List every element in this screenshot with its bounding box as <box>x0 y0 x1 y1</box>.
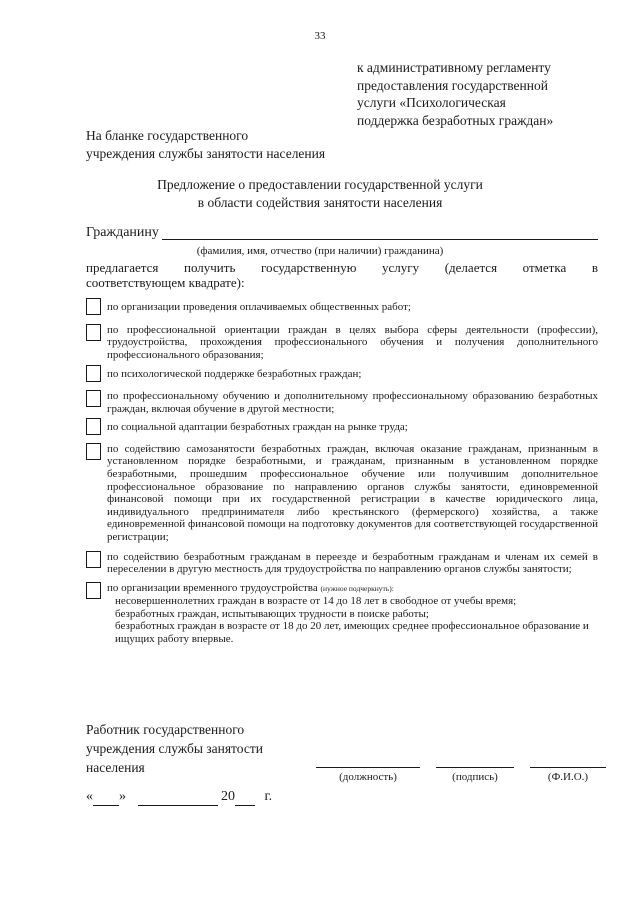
option-label: по организации проведения оплачиваемых общественных работ; <box>107 301 411 313</box>
regulation-line: к административному регламенту <box>357 60 551 75</box>
checkbox[interactable] <box>86 418 101 435</box>
month-field[interactable] <box>138 789 218 806</box>
checkbox[interactable] <box>86 365 101 382</box>
year-suffix: г. <box>264 789 273 804</box>
checkbox[interactable] <box>86 390 101 407</box>
regulation-line: услуги «Психологическая <box>357 95 506 110</box>
option-psychological-support <box>86 368 598 381</box>
option-career-guidance <box>86 324 598 362</box>
checkbox[interactable] <box>86 324 101 341</box>
sub-option-young-graduates[interactable]: безработных граждан в возрасте от 18 до 20 лет, имеющих среднее профессиональное образование и ищущих работу впервые. <box>115 620 589 646</box>
document-title <box>0 176 640 212</box>
letterhead-line: учреждения службы занятости населения <box>86 146 326 161</box>
title-line: Предложение о предоставлении государственной услуги <box>157 177 483 192</box>
option-label: по профессиональной ориентации граждан в целях выбора сферы деятельности (профессии), трудоустройства, прохождения профессионального обучения и получения дополнительного профессионального образования; <box>107 323 598 361</box>
offer-word: в <box>591 260 598 275</box>
checkbox[interactable] <box>86 298 101 315</box>
option-label: по организации временного трудоустройства <box>107 581 318 594</box>
sub-option-minors[interactable]: несовершеннолетних граждан в возрасте от 14 до 18 лет в свободное от учебы время; <box>115 595 517 608</box>
offer-line-2: соответствующем квадрате): <box>86 275 245 290</box>
option-self-employment <box>86 443 598 544</box>
option-label: по психологической поддержке безработных граждан; <box>107 368 362 381</box>
option-paid-public-works <box>86 301 598 314</box>
sub-option-difficulties[interactable]: безработных граждан, испытывающих трудности в поиске работы; <box>115 607 429 620</box>
option-temporary-employment <box>86 582 598 646</box>
worker-line: населения <box>86 760 145 775</box>
worker-line: Работник государственного <box>86 722 245 737</box>
offer-word: отметка <box>522 260 567 275</box>
full-name-caption: (Ф.И.О.) <box>547 771 589 783</box>
offer-word: предлагается <box>86 260 159 275</box>
year-field[interactable] <box>235 789 255 806</box>
checkbox[interactable] <box>86 551 101 568</box>
date-line <box>86 789 272 806</box>
option-note: (нужное подчеркнуть): <box>320 583 394 593</box>
signature-caption: (подпись) <box>452 771 498 783</box>
full-name-field[interactable] <box>530 767 606 768</box>
date-open-quote: « <box>86 789 93 804</box>
date-close-quote: » <box>119 789 126 804</box>
option-social-adaptation <box>86 421 598 434</box>
worker-line: учреждения службы занятости <box>86 741 263 756</box>
option-label: по содействию самозанятости безработных граждан, включая оказание гражданам, признанным в установленном порядке безработными, и гражданам, признанным в установленном порядке безработными, прошедшим профессиональное обучение или получившим дополнительное профессиональное образование по направлению органов службы занятости, единовременной финансовой помощи при их государственной регистрации в качестве юридического лица, индивидуального предпринимателя либо крестьянского (фермерского) хозяйства, а также единовременной финансовой помощи на подготовку документов для соответствующей государственной регистрации; <box>107 442 598 543</box>
checkbox[interactable] <box>86 443 101 460</box>
worker-block <box>86 720 263 777</box>
option-label: по содействию безработным гражданам в переезде и безработным гражданам и членам их семей в переселении в другую местность для трудоустройства по направлению органов службы занятости; <box>107 550 598 576</box>
letterhead-line: На бланке государственного <box>86 128 249 143</box>
citizen-name-caption: (фамилия, имя, отчество (при наличии) гражданина) <box>196 245 444 257</box>
signature-field[interactable] <box>436 767 514 768</box>
offer-text <box>86 260 598 290</box>
option-relocation <box>86 551 598 576</box>
offer-word: услугу <box>382 260 420 275</box>
offer-word: (делается <box>444 260 498 275</box>
option-label: по социальной адаптации безработных граждан на рынке труда; <box>107 421 408 434</box>
option-vocational-training <box>86 390 598 415</box>
position-field[interactable] <box>316 767 420 768</box>
letterhead-note <box>86 127 325 163</box>
checkbox[interactable] <box>86 582 101 599</box>
option-label: по профессиональному обучению и дополнительному профессиональному образованию безработных граждан, включая обучение в другой местности; <box>107 389 598 415</box>
regulation-line: предоставления государственной <box>357 77 548 93</box>
year-prefix: 20 <box>221 789 235 804</box>
service-options <box>86 301 598 646</box>
offer-word: получить <box>184 260 236 275</box>
position-caption: (должность) <box>339 771 397 783</box>
citizen-name-field[interactable] <box>162 239 598 240</box>
title-line: в области содействия занятости населения <box>197 195 443 210</box>
regulation-line: поддержка безработных граждан» <box>357 112 554 128</box>
offer-word: государственную <box>261 260 357 275</box>
regulation-reference <box>357 59 553 129</box>
citizen-label: Гражданину <box>86 225 159 240</box>
page-number: 33 <box>314 30 326 42</box>
day-field[interactable] <box>93 789 119 806</box>
